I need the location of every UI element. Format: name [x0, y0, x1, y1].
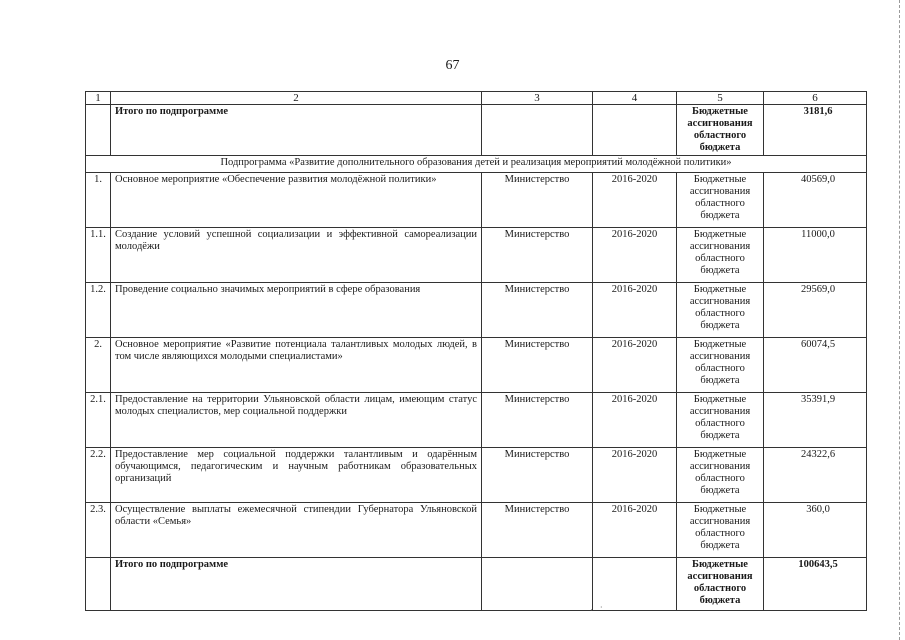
amount-cell: 24322,6: [764, 448, 867, 503]
subprogram-total-row: [86, 105, 867, 156]
subprogram-total-row: [86, 558, 867, 611]
period-cell: 2016-2020: [593, 228, 677, 283]
activity-name: Основное мероприятие «Обеспечение развития молодёжной политики»: [111, 173, 482, 228]
funding-source: Бюджетные ассигнования областного бюджета: [677, 283, 764, 338]
table-row: [86, 393, 867, 448]
scan-specks: · ˙: [590, 605, 603, 615]
column-header: 3: [482, 92, 593, 105]
period-cell: [593, 558, 677, 611]
row-number: 1.1.: [86, 228, 111, 283]
funding-source: Бюджетные ассигнования областного бюджета: [677, 393, 764, 448]
activity-name: Предоставление мер социальной поддержки талантливым и одарённым обучающимся, педагогическим и научным работникам образовательных организаций: [111, 448, 482, 503]
amount-cell: 100643,5: [764, 558, 867, 611]
row-number: 1.: [86, 173, 111, 228]
period-cell: 2016-2020: [593, 503, 677, 558]
period-cell: 2016-2020: [593, 283, 677, 338]
subprogram-title-row: [86, 156, 867, 173]
executor-cell: [482, 558, 593, 611]
total-label: Итого по подпрограмме: [111, 558, 482, 611]
row-number: [86, 105, 111, 156]
funding-source: Бюджетные ассигнования областного бюджета: [677, 338, 764, 393]
column-header: 1: [86, 92, 111, 105]
row-number: 2.1.: [86, 393, 111, 448]
activity-name: Осуществление выплаты ежемесячной стипендии Губернатора Ульяновской области «Семья»: [111, 503, 482, 558]
table-row: [86, 228, 867, 283]
activity-name: Проведение социально значимых мероприятий в сфере образования: [111, 283, 482, 338]
column-header: 2: [111, 92, 482, 105]
funding-source: Бюджетные ассигнования областного бюджета: [677, 105, 764, 156]
activity-name: Основное мероприятие «Развитие потенциала талантливых молодых людей, в том числе являющихся молодыми специалистами»: [111, 338, 482, 393]
table-row: [86, 283, 867, 338]
executor-cell: [482, 105, 593, 156]
executor-cell: Министерство: [482, 338, 593, 393]
executor-cell: Министерство: [482, 448, 593, 503]
amount-cell: 3181,6: [764, 105, 867, 156]
funding-source: Бюджетные ассигнования областного бюджета: [677, 503, 764, 558]
amount-cell: 360,0: [764, 503, 867, 558]
column-header: 4: [593, 92, 677, 105]
row-number: 2.2.: [86, 448, 111, 503]
period-cell: 2016-2020: [593, 173, 677, 228]
funding-source: Бюджетные ассигнования областного бюджета: [677, 228, 764, 283]
funding-source: Бюджетные ассигнования областного бюджета: [677, 173, 764, 228]
total-label: Итого по подпрограмме: [111, 105, 482, 156]
activity-name: Создание условий успешной социализации и эффективной самореализации молодёжи: [111, 228, 482, 283]
budget-table: [85, 91, 867, 611]
column-header: 6: [764, 92, 867, 105]
row-number: 1.2.: [86, 283, 111, 338]
period-cell: 2016-2020: [593, 338, 677, 393]
amount-cell: 29569,0: [764, 283, 867, 338]
table-row: [86, 503, 867, 558]
executor-cell: Министерство: [482, 503, 593, 558]
period-cell: 2016-2020: [593, 393, 677, 448]
executor-cell: Министерство: [482, 228, 593, 283]
executor-cell: Министерство: [482, 283, 593, 338]
row-number: [86, 558, 111, 611]
amount-cell: 40569,0: [764, 173, 867, 228]
row-number: 2.: [86, 338, 111, 393]
subprogram-title: Подпрограмма «Развитие дополнительного образования детей и реализация мероприятий молодёжной политики»: [86, 156, 867, 173]
table-header-row: [86, 92, 867, 105]
period-cell: 2016-2020: [593, 448, 677, 503]
executor-cell: Министерство: [482, 173, 593, 228]
funding-source: Бюджетные ассигнования областного бюджета: [677, 448, 764, 503]
period-cell: [593, 105, 677, 156]
funding-source: Бюджетные ассигнования областного бюджета: [677, 558, 764, 611]
table-row: [86, 338, 867, 393]
column-header: 5: [677, 92, 764, 105]
amount-cell: 60074,5: [764, 338, 867, 393]
table-row: [86, 173, 867, 228]
row-number: 2.3.: [86, 503, 111, 558]
page-edge-line: [898, 0, 900, 640]
page-number: 67: [445, 58, 460, 73]
amount-cell: 35391,9: [764, 393, 867, 448]
executor-cell: Министерство: [482, 393, 593, 448]
table-row: [86, 448, 867, 503]
amount-cell: 11000,0: [764, 228, 867, 283]
activity-name: Предоставление на территории Ульяновской области лицам, имеющим статус молодых специалистов, мер социальной поддержки: [111, 393, 482, 448]
